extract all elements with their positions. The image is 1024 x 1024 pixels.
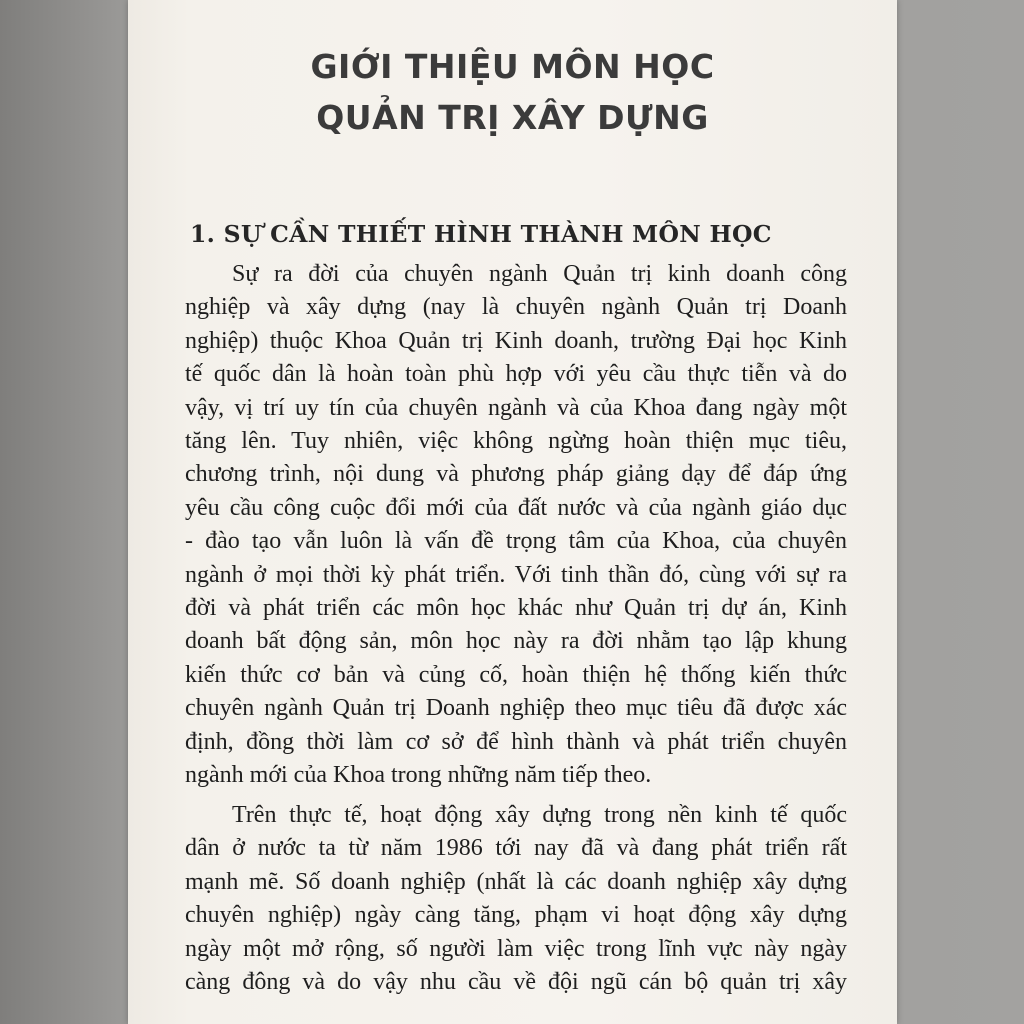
text-line: đời và phát triển các môn học khác như Quản trị dự án, Kinh (185, 595, 847, 622)
text-line: yêu cầu công cuộc đổi mới của đất nước và của ngành giáo dục (185, 494, 847, 521)
text-line: kiến thức cơ bản và củng cố, hoàn thiện hệ thống kiến thức (185, 661, 847, 688)
text-line: chuyên nghiệp) ngày càng tăng, phạm vi hoạt động xây dựng (185, 902, 847, 929)
text-line: dân ở nước ta từ năm 1986 tới nay đã và đang phát triển rất (185, 835, 847, 862)
text-line: vậy, vị trí uy tín của chuyên ngành và của Khoa đang ngày một (185, 394, 847, 421)
text-line: nghiệp) thuộc Khoa Quản trị Kinh doanh, trường Đại học Kinh (185, 327, 847, 354)
text-line: tăng lên. Tuy nhiên, việc không ngừng hoàn thiện mục tiêu, (185, 428, 847, 455)
text-line: định, đồng thời làm cơ sở để hình thành và phát triển chuyên (185, 728, 847, 755)
text-line: ngành mới của Khoa trong những năm tiếp theo. (185, 762, 652, 789)
book-page (128, 0, 897, 1024)
text-line: càng đông và do vậy nhu cầu về đội ngũ cán bộ quản trị xây (185, 969, 847, 996)
page-title-line-2: QUẢN TRỊ XÂY DỰNG (316, 98, 709, 137)
paragraph-2 (185, 799, 847, 999)
text-line: chương trình, nội dung và phương pháp giảng dạy để đáp ứng (185, 461, 847, 488)
text-line: ngày một mở rộng, số người làm việc trong lĩnh vực này ngày (185, 935, 847, 962)
text-line: chuyên ngành Quản trị Doanh nghiệp theo mục tiêu đã được xác (185, 695, 847, 722)
text-line: tế quốc dân là hoàn toàn phù hợp với yêu cầu thực tiễn và do (185, 361, 847, 388)
text-line: Trên thực tế, hoạt động xây dựng trong nền kinh tế quốc (232, 802, 847, 828)
paragraph-1 (185, 258, 847, 793)
text-line: ngành ở mọi thời kỳ phát triển. Với tinh thần đó, cùng với sự ra (185, 561, 847, 588)
text-line: doanh bất động sản, môn học này ra đời nhằm tạo lập khung (185, 628, 847, 655)
text-line: Sự ra đời của chuyên ngành Quản trị kinh doanh công (232, 261, 847, 287)
text-line: - đào tạo vẫn luôn là vấn đề trọng tâm của Khoa, của chuyên (185, 528, 847, 555)
text-line: nghiệp và xây dựng (nay là chuyên ngành Quản trị Doanh (185, 294, 847, 321)
text-line: mạnh mẽ. Số doanh nghiệp (nhất là các doanh nghiệp xây dựng (185, 868, 847, 895)
section-heading: 1. SỰ CẦN THIẾT HÌNH THÀNH MÔN HỌC (190, 220, 772, 248)
page-title-line-1: GIỚI THIỆU MÔN HỌC (310, 47, 715, 86)
